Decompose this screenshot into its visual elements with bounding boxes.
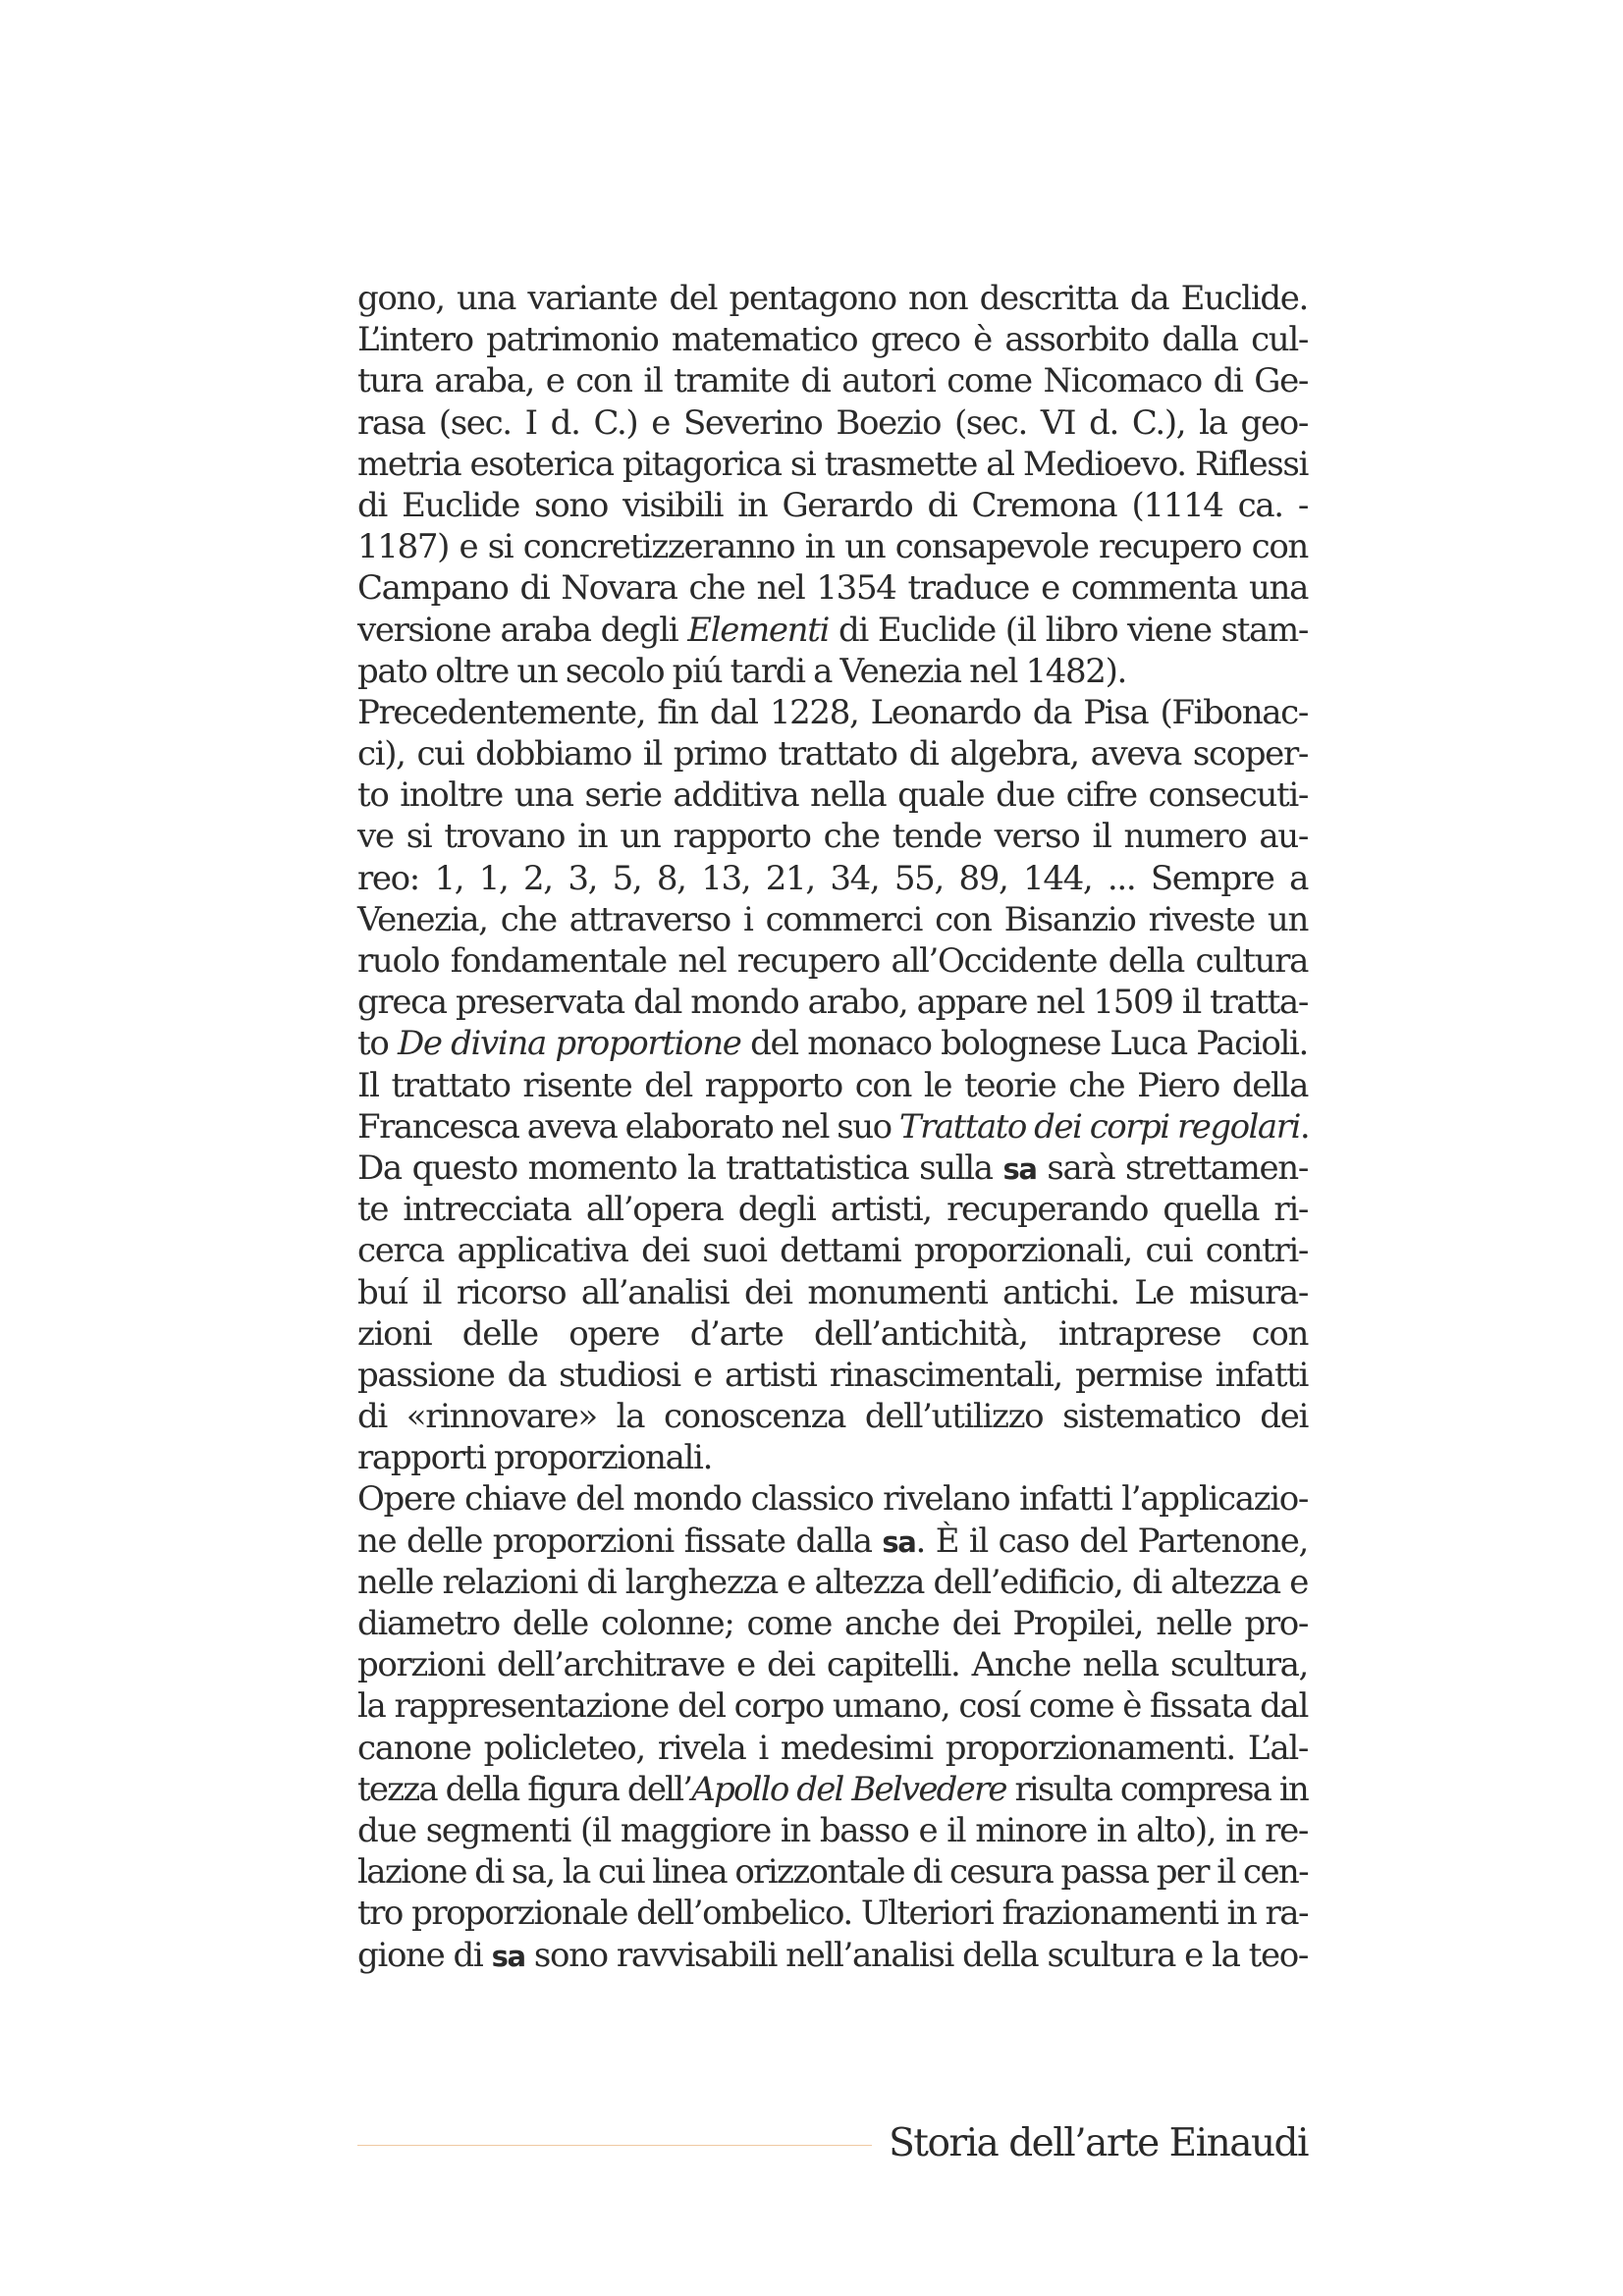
text-line bbox=[357, 1685, 1308, 1727]
text-run: di Euclide (il libro viene stam- bbox=[829, 610, 1308, 650]
italic-title: Trattato dei corpi regolari bbox=[898, 1106, 1300, 1147]
text-run: di Euclide sono visibili in Gerardo di Cremona (1114 ca. - bbox=[357, 485, 1308, 525]
text-run: Francesca aveva elaborato nel suo bbox=[357, 1106, 899, 1147]
text-line bbox=[357, 485, 1308, 526]
text-line bbox=[357, 1851, 1308, 1893]
text-line bbox=[357, 899, 1308, 940]
text-line bbox=[357, 982, 1308, 1023]
text-run: buí il ricorso all’analisi dei monumenti antichi. Le misura- bbox=[357, 1272, 1308, 1312]
text-run: to bbox=[357, 1024, 398, 1064]
text-run: te intrecciata all’opera degli artisti, recuperando quella ri- bbox=[357, 1190, 1308, 1230]
text-run: . È il caso del Partenone, bbox=[915, 1521, 1309, 1561]
body-text bbox=[357, 278, 1308, 1976]
text-run: rapporti proporzionali. bbox=[357, 1438, 713, 1478]
italic-title: Elementi bbox=[687, 610, 830, 650]
text-line bbox=[357, 1893, 1308, 1934]
text-line bbox=[357, 610, 1308, 651]
text-line bbox=[357, 1396, 1308, 1437]
text-line bbox=[357, 1189, 1308, 1230]
text-run: del monaco bolognese Luca Pacioli. bbox=[740, 1024, 1308, 1064]
text-line bbox=[357, 1521, 1308, 1562]
text-line bbox=[357, 774, 1308, 816]
text-run: ve si trovano in un rapporto che tende verso il numero au- bbox=[357, 817, 1308, 857]
bold-term: sa bbox=[491, 1939, 525, 1973]
text-run: to inoltre una serie additiva nella quale due cifre consecuti- bbox=[357, 775, 1308, 816]
italic-title: De divina proportione bbox=[397, 1024, 741, 1064]
text-run: pato oltre un secolo piú tardi a Venezia nel 1482). bbox=[357, 651, 1126, 691]
text-run: versione araba degli bbox=[357, 610, 688, 650]
text-run: 1187) e si concretizzeranno in un consapevole recupero con bbox=[357, 527, 1308, 567]
text-run: nelle relazioni di larghezza e altezza dell’edificio, di altezza e bbox=[357, 1562, 1308, 1602]
text-run: diametro delle colonne; come anche dei Propilei, nelle pro- bbox=[357, 1604, 1308, 1643]
text-run: porzioni dell’architrave e dei capitelli. Anche nella scultura, bbox=[357, 1645, 1308, 1685]
text-run: canone policleteo, rivela i medesimi proporzionamenti. L’al- bbox=[357, 1728, 1308, 1768]
bold-term: sa bbox=[1002, 1151, 1037, 1186]
text-run: Campano di Novara che nel 1354 traduce e commenta una bbox=[357, 568, 1308, 609]
text-run: Da questo momento la trattatistica sulla bbox=[357, 1148, 1003, 1188]
text-run: ruolo fondamentale nel recupero all’Occidente della cultura bbox=[357, 941, 1308, 981]
text-run: lazione di sa, la cui linea orizzontale di cesura passa per il cen- bbox=[357, 1852, 1308, 1893]
text-line bbox=[357, 1603, 1308, 1644]
text-run: di «rinnovare» la conoscenza dell’utilizzo sistematico dei bbox=[357, 1397, 1308, 1437]
text-line bbox=[357, 940, 1308, 982]
text-run: Opere chiave del mondo classico rivelano infatti l’applicazio- bbox=[357, 1479, 1308, 1520]
text-run: cerca applicativa dei suoi dettami proporzionali, cui contri- bbox=[357, 1231, 1308, 1271]
text-line bbox=[357, 360, 1308, 401]
text-run: tura araba, e con il tramite di autori come Nicomaco di Ge- bbox=[357, 361, 1308, 401]
text-run: tro proporzionale dell’ombelico. Ulteriori frazionamenti in ra- bbox=[357, 1894, 1308, 1934]
text-run: la rappresentazione del corpo umano, cosí come è fissata dal bbox=[357, 1686, 1308, 1727]
text-line bbox=[357, 1810, 1308, 1851]
text-run: . bbox=[1299, 1106, 1310, 1147]
text-line bbox=[357, 444, 1308, 485]
text-run: sono ravvisabili nell’analisi della scultura e la teo- bbox=[524, 1935, 1308, 1975]
text-line bbox=[357, 1106, 1308, 1148]
text-line bbox=[357, 402, 1308, 444]
text-run: sarà strettamen- bbox=[1036, 1148, 1308, 1188]
text-line bbox=[357, 1023, 1308, 1064]
text-line bbox=[357, 1065, 1308, 1106]
text-run: risulta compresa in bbox=[1005, 1769, 1309, 1809]
footer-publisher-label: Storia dell’arte Einaudi bbox=[889, 2121, 1308, 2165]
text-line bbox=[357, 1728, 1308, 1769]
text-run: L’intero patrimonio matematico greco è assorbito dalla cul- bbox=[357, 320, 1308, 360]
text-run: reo: 1, 1, 2, 3, 5, 8, 13, 21, 34, 55, 89, 144, ... Sempre a bbox=[357, 858, 1308, 898]
text-line bbox=[357, 1272, 1308, 1313]
footer-rule bbox=[357, 2145, 872, 2146]
text-run: passione da studiosi e artisti rinascimentali, permise infatti bbox=[357, 1355, 1308, 1395]
text-line bbox=[357, 1148, 1308, 1189]
text-line bbox=[357, 692, 1308, 733]
italic-title: Apollo del Belvedere bbox=[691, 1769, 1006, 1809]
bold-term: sa bbox=[882, 1524, 916, 1559]
text-line bbox=[357, 1230, 1308, 1271]
text-line bbox=[357, 1437, 1308, 1478]
text-line bbox=[357, 567, 1308, 609]
text-line bbox=[357, 651, 1308, 692]
text-run: due segmenti (il maggiore in basso e il minore in alto), in re- bbox=[357, 1810, 1308, 1850]
text-run: rasa (sec. I d. C.) e Severino Boezio (sec. VI d. C.), la geo- bbox=[357, 402, 1308, 443]
text-run: Il trattato risente del rapporto con le teorie che Piero della bbox=[357, 1065, 1308, 1105]
text-line bbox=[357, 1769, 1308, 1810]
text-run: greca preservata dal mondo arabo, appare nel 1509 il tratta- bbox=[357, 983, 1308, 1023]
text-line bbox=[357, 1355, 1308, 1396]
text-line bbox=[357, 1935, 1308, 1976]
text-run: ne delle proporzioni fissate dalla bbox=[357, 1521, 883, 1561]
text-run: gione di bbox=[357, 1935, 492, 1975]
text-run: Precedentemente, fin dal 1228, Leonardo da Pisa (Fibonac- bbox=[357, 692, 1308, 732]
text-line bbox=[357, 733, 1308, 774]
page-footer bbox=[357, 2117, 1308, 2176]
text-run: zioni delle opere d’arte dell’antichità, intraprese con bbox=[357, 1313, 1308, 1354]
text-run: Venezia, che attraverso i commerci con Bisanzio riveste un bbox=[357, 899, 1308, 939]
text-line bbox=[357, 1313, 1308, 1355]
text-line bbox=[357, 816, 1308, 857]
text-line bbox=[357, 858, 1308, 899]
text-run: metria esoterica pitagorica si trasmette al Medioevo. Riflessi bbox=[357, 444, 1308, 484]
text-line bbox=[357, 278, 1308, 319]
text-line bbox=[357, 1644, 1308, 1685]
text-line bbox=[357, 526, 1308, 567]
text-line bbox=[357, 1562, 1308, 1603]
text-line bbox=[357, 319, 1308, 360]
text-line bbox=[357, 1478, 1308, 1520]
text-run: ci), cui dobbiamo il primo trattato di algebra, aveva scoper- bbox=[357, 734, 1308, 774]
text-run: gono, una variante del pentagono non descritta da Euclide. bbox=[357, 279, 1308, 318]
text-run: tezza della figura dell’ bbox=[357, 1769, 692, 1809]
